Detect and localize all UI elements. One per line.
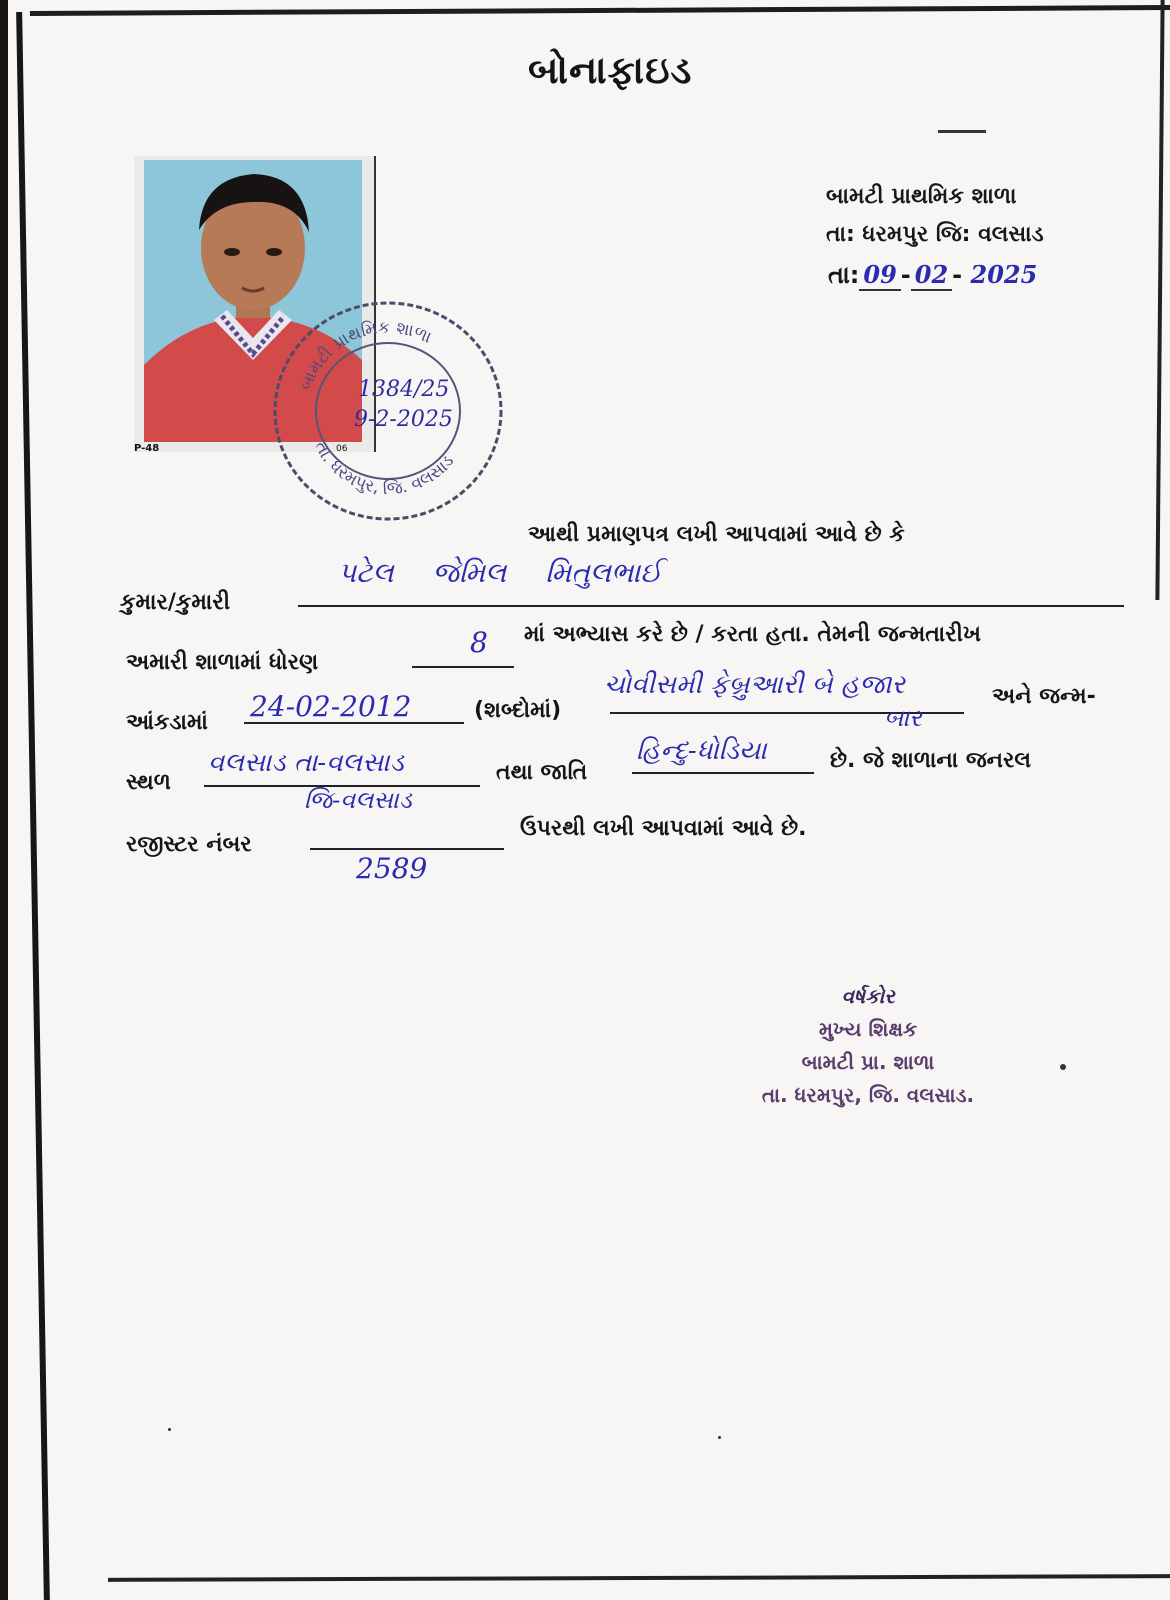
stamp-date: 9-2-2025 — [354, 407, 453, 432]
dob-digits: 24-02-2012 — [250, 690, 412, 723]
written-text: ઉપરથી લખી આપવામાં આવે છે. — [520, 816, 807, 841]
stamp-text-top: બામટી પ્રાથમિક શાળા — [296, 317, 435, 394]
paper-edge-bottom — [108, 1574, 1170, 1582]
signatory-place: તા. ધરમપુર, જિ. વલસાડ. — [761, 1083, 975, 1107]
caste: હિન્દુ-ધોડિયા — [636, 736, 767, 766]
register-no: 2589 — [356, 852, 428, 885]
paper-edge-top — [30, 5, 1170, 16]
caste-underline — [632, 772, 814, 774]
birth-place: વલસાડ તા-વલસાડ — [208, 748, 404, 778]
issue-date — [828, 260, 1037, 291]
studying-text: માં અભ્યાસ કરે છે / કરતા હતા. તેમની જન્મતારીખ — [524, 622, 981, 647]
svg-text:તા. ધરમપુર, જિ. વલસાડ — [310, 438, 458, 499]
date-prefix: તા: — [828, 261, 860, 289]
header-dash — [938, 130, 986, 133]
school-stamp — [270, 298, 506, 524]
ink-speck — [1060, 1064, 1066, 1070]
certificate-paper — [8, 0, 1170, 1600]
date-year: 2025 — [970, 260, 1038, 289]
school-name: બામટી પ્રાથમિક શાળા — [826, 184, 1017, 209]
register-underline — [310, 848, 504, 850]
std-value: 8 — [470, 626, 488, 659]
signature-block — [708, 980, 1028, 1112]
signature: વર્ષકોર — [841, 984, 895, 1008]
date-sep-1: - — [900, 261, 911, 289]
dob-words-label: (શબ્દોમાં) — [474, 698, 562, 723]
ink-speck — [718, 1436, 721, 1439]
caste-label: તથા જાતિ — [496, 760, 588, 785]
school-address: તા: ધરમપુર જિ: વલસાડ — [826, 222, 1044, 247]
dob-words: ચોવીસમી ફેબ્રુઆરી બે હજાર — [604, 670, 905, 700]
general-text: છે. જે શાળાના જનરલ — [830, 748, 1032, 773]
and-birth-text: અને જન્મ- — [992, 684, 1096, 709]
photo-code-2: 06 — [336, 444, 348, 454]
intro-text: આથી પ્રમાણપત્ર લખી આપવામાં આવે છે કે — [528, 522, 905, 547]
paper-edge-right — [1155, 0, 1164, 600]
stamp-seal — [270, 298, 506, 524]
certificate-title: બોનાફાઇડ — [528, 48, 693, 92]
student-name: પટેલ જેમિલ મિતુલભાઈ — [338, 556, 662, 589]
ink-speck — [168, 1428, 171, 1431]
dob-digits-label: આંકડામાં — [126, 710, 208, 735]
paper-edge-left — [16, 12, 50, 1600]
date-sep-2: - — [952, 261, 963, 289]
name-label: કુમાર/કુમારી — [120, 590, 230, 615]
school-header — [826, 178, 1044, 254]
stamp-text-bottom: તા. ધરમપુર, જિ. વલસાડ — [310, 438, 459, 500]
std-underline — [412, 666, 514, 668]
birth-place-2: જિ-વલસાડ — [304, 786, 412, 814]
dob-words-2: બાર — [884, 704, 922, 732]
name-underline — [298, 605, 1124, 607]
date-month: 02 — [911, 260, 952, 291]
std-label: અમારી શાળામાં ધોરણ — [126, 650, 319, 675]
signatory-role: મુખ્ય શિક્ષક — [818, 1017, 918, 1041]
photo-code: P-48 — [134, 443, 160, 454]
register-label: રજીસ્ટર નંબર — [126, 832, 252, 857]
stamp-number: 1384/25 — [358, 377, 450, 402]
date-day: 09 — [859, 260, 900, 291]
birth-place-label: સ્થળ — [126, 770, 171, 795]
signatory-school: બામટી પ્રા. શાળા — [801, 1050, 935, 1074]
